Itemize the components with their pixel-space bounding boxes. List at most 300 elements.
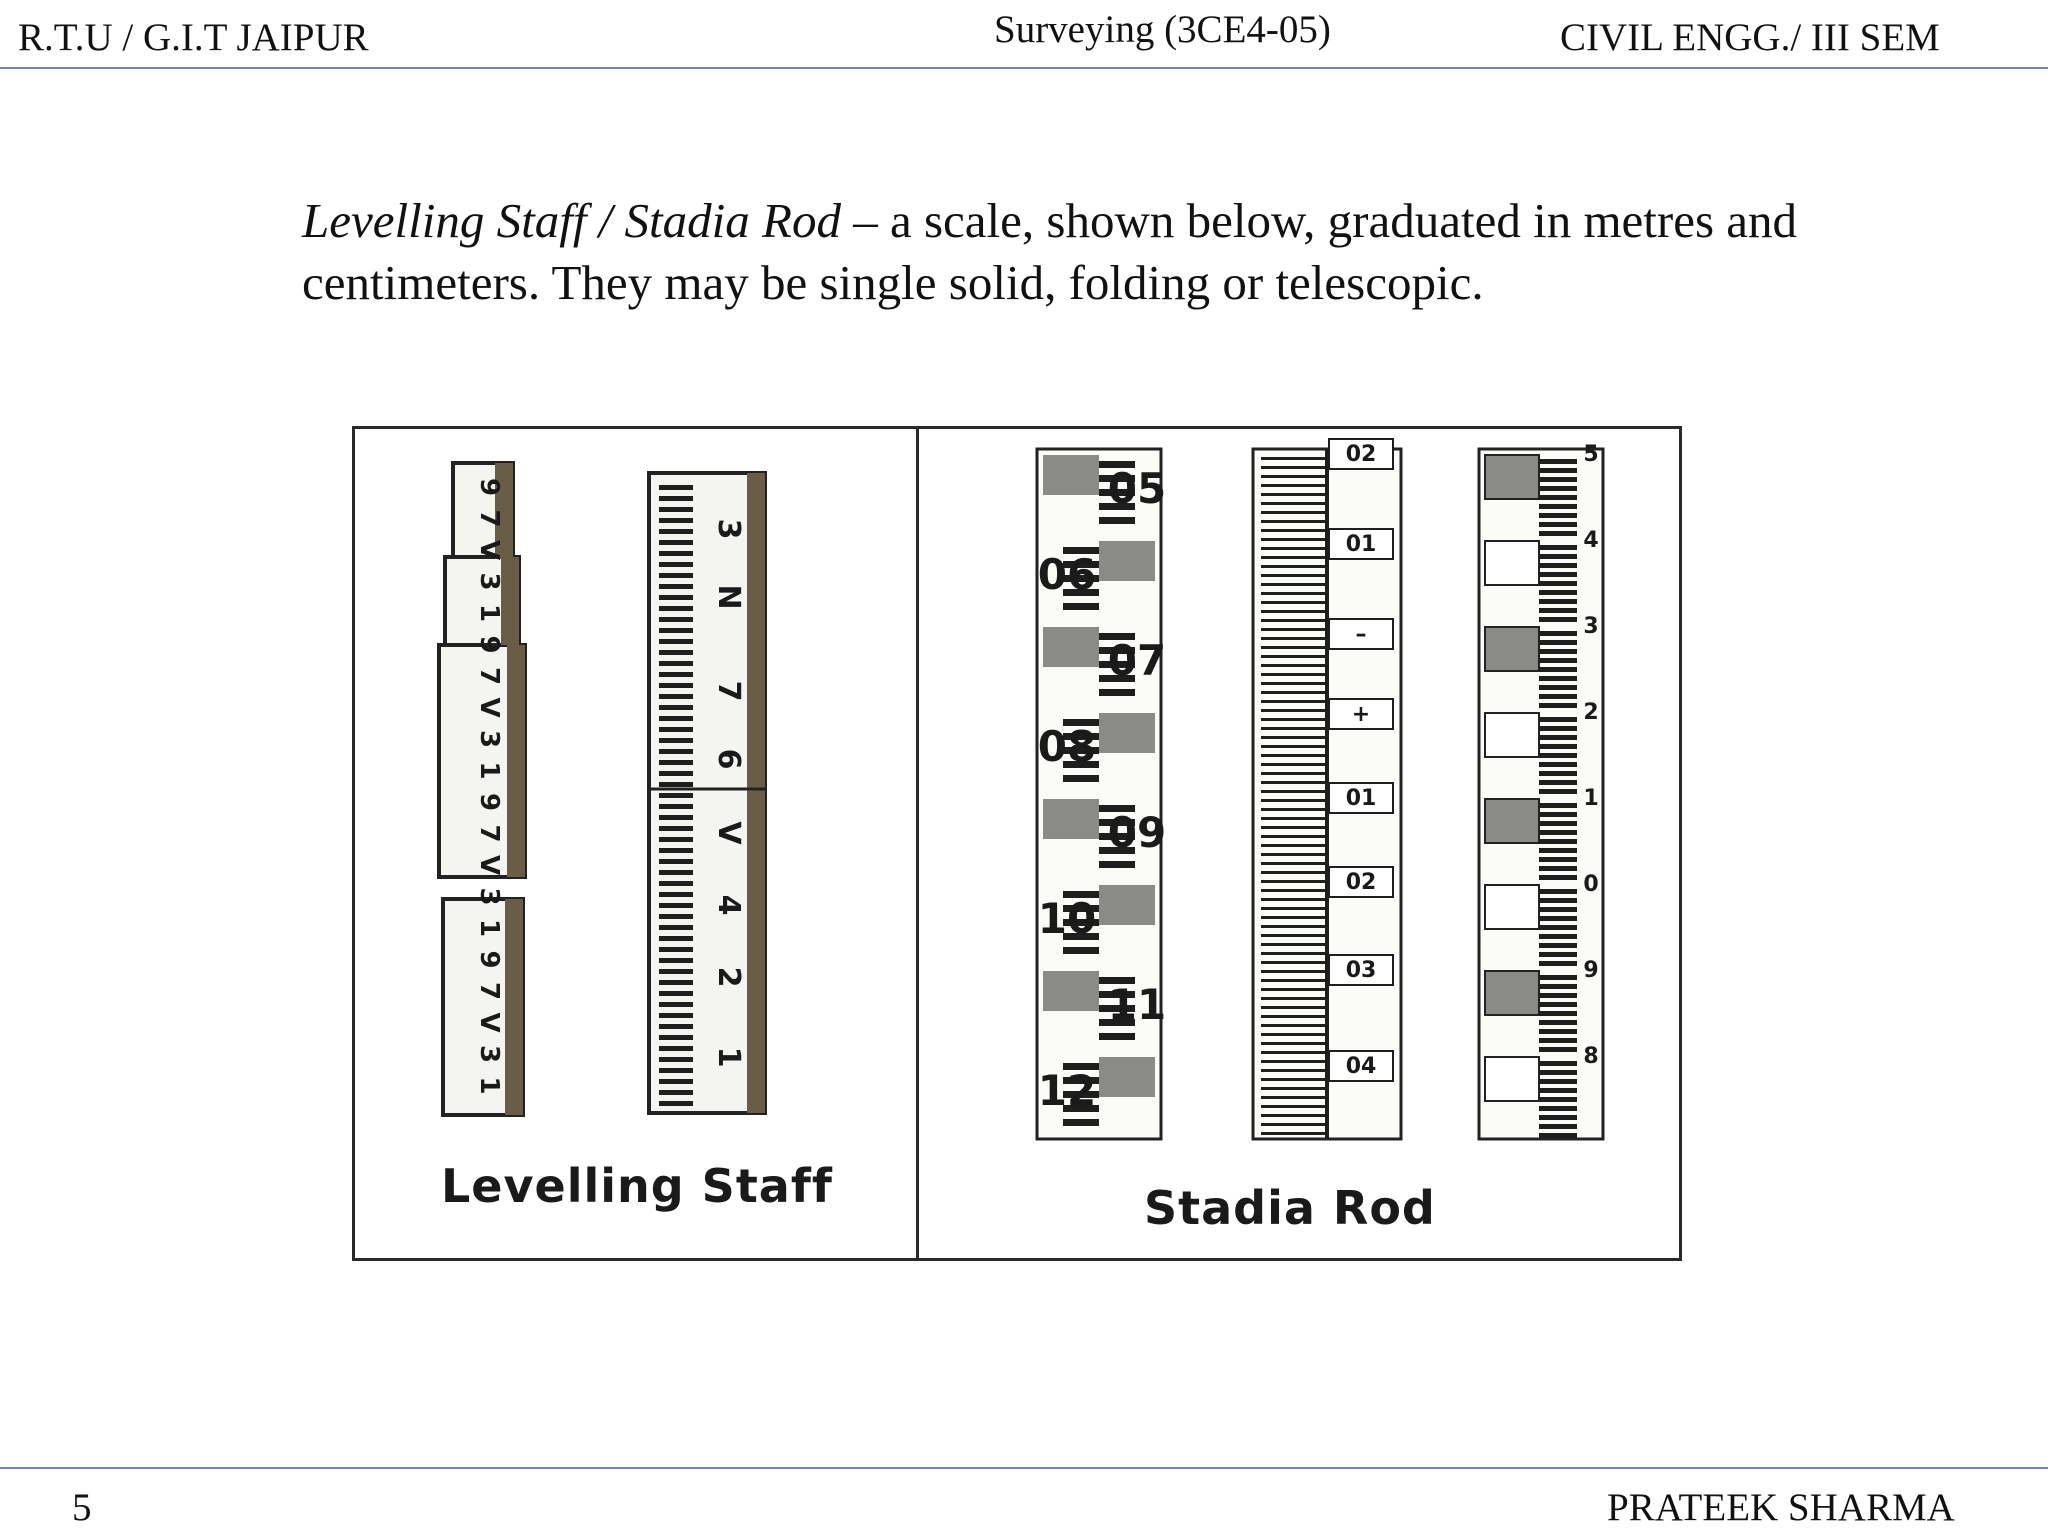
staff2-tick <box>659 1079 693 1084</box>
rod2-line <box>1261 691 1325 694</box>
rod3-bar <box>1539 812 1577 817</box>
rod3-bar <box>1539 1029 1577 1034</box>
staff1-mark: 1 <box>474 603 504 623</box>
staff1-mark: 9 <box>474 477 504 497</box>
rod3-bar <box>1539 898 1577 903</box>
rod1-bar <box>1099 689 1135 696</box>
rod2-line <box>1261 511 1325 514</box>
staff1-mark: 1 <box>474 1076 504 1095</box>
rod3-bar <box>1539 667 1577 672</box>
rod1-bar <box>1099 861 1135 868</box>
rod1-block <box>1043 799 1099 839</box>
staff2-tick <box>659 991 693 996</box>
rod3-bar <box>1539 1115 1577 1120</box>
rod3-bar <box>1539 554 1577 559</box>
rod2-line <box>1261 799 1325 802</box>
staff2-mark: N <box>711 584 746 610</box>
staff2-tick <box>659 727 693 732</box>
rod2-line <box>1261 916 1325 919</box>
staff2-tick <box>659 1024 693 1029</box>
rod3-block <box>1485 1057 1539 1101</box>
staff1-mark: 3 <box>474 572 504 591</box>
staff2-tick <box>659 540 693 545</box>
staff2-tick <box>659 1002 693 1007</box>
rod2-line <box>1261 646 1325 649</box>
rod2-label: + <box>1351 702 1371 727</box>
rod2-line <box>1261 1069 1325 1072</box>
rod2-line <box>1261 538 1325 541</box>
rod1-bar <box>1099 1033 1135 1040</box>
rod2-line <box>1261 853 1325 856</box>
rod3-bar <box>1539 830 1577 835</box>
rod1-block <box>1043 971 1099 1011</box>
staff1-mark: V <box>474 1012 504 1033</box>
rod3-bar <box>1539 1011 1577 1016</box>
rod2-label: 04 <box>1345 1054 1377 1079</box>
staff2-tick <box>659 848 693 853</box>
rod1-label: 12 <box>1037 1066 1097 1115</box>
staff2-tick <box>659 595 693 600</box>
rod3-bar <box>1539 685 1577 690</box>
staff2-tick <box>659 947 693 952</box>
staff2-tick <box>659 639 693 644</box>
rod3-label: 1 <box>1583 786 1599 811</box>
rod2-line <box>1261 925 1325 928</box>
page-number: 5 <box>72 1486 92 1529</box>
rod3-label: 4 <box>1583 528 1599 553</box>
rod3-label: 9 <box>1583 958 1599 983</box>
rod3-bar <box>1539 1002 1577 1007</box>
staff1-mark: 3 <box>474 1044 504 1064</box>
header-institution: R.T.U / G.I.T JAIPUR <box>18 16 369 59</box>
rod3-bar <box>1539 1088 1577 1093</box>
rod2-line <box>1261 1051 1325 1054</box>
rod3-block <box>1485 541 1539 585</box>
rod3-bar <box>1539 495 1577 500</box>
rod3-bar <box>1539 875 1577 880</box>
staff2-tick <box>659 936 693 941</box>
rod3-bar <box>1539 513 1577 518</box>
staff1-mark: 3 <box>474 887 504 906</box>
rod3-block <box>1485 885 1539 929</box>
staff2-tick <box>659 485 693 490</box>
rod3-bar <box>1539 762 1577 767</box>
rod3-bar <box>1539 925 1577 930</box>
rod2-line <box>1261 601 1325 604</box>
rod2-line <box>1261 736 1325 739</box>
rod2-line <box>1261 529 1325 532</box>
rod2-line <box>1261 790 1325 793</box>
rod2-line <box>1261 988 1325 991</box>
stadia-rod-fine <box>1253 439 1401 1139</box>
rod3-bar <box>1539 975 1577 980</box>
staff2-tick <box>659 859 693 864</box>
rod2-line <box>1261 889 1325 892</box>
staff2-tick <box>659 584 693 589</box>
rod1-label: 08 <box>1037 722 1097 771</box>
rod1-label: 07 <box>1107 636 1167 685</box>
rod1-bar <box>1063 947 1099 954</box>
rod3-label: 5 <box>1583 442 1599 467</box>
rod2-line <box>1261 1096 1325 1099</box>
rod2-line <box>1261 898 1325 901</box>
staff1-mark: 7 <box>474 981 504 1001</box>
rod3-bar <box>1539 726 1577 731</box>
rod3-bar <box>1539 631 1577 636</box>
staff2-tick <box>659 881 693 886</box>
body-paragraph <box>302 190 1922 314</box>
staff2-tick <box>659 672 693 677</box>
rod3-bar <box>1539 789 1577 794</box>
caption-stadia-rod: Stadia Rod <box>1144 1181 1436 1235</box>
rod3-bar <box>1539 1020 1577 1025</box>
rod2-line <box>1261 808 1325 811</box>
stadia-rod-metric <box>1037 449 1166 1139</box>
rod1-label: 05 <box>1107 464 1167 513</box>
rod2-line <box>1261 871 1325 874</box>
staff2-tick <box>659 980 693 985</box>
rod2-line <box>1261 700 1325 703</box>
staff1-mark: 1 <box>474 761 504 780</box>
staff2-tick <box>659 705 693 710</box>
rod1-label: 11 <box>1107 980 1167 1029</box>
rod2-line <box>1261 1033 1325 1036</box>
rod3-bar <box>1539 563 1577 568</box>
staff1-mark: 9 <box>474 950 504 969</box>
staff2-tick <box>659 650 693 655</box>
rod3-bar <box>1539 590 1577 595</box>
rod2-line <box>1261 637 1325 640</box>
rod1-label: 06 <box>1037 550 1097 599</box>
staff-illustration <box>355 429 1679 1258</box>
staff2-tick <box>659 507 693 512</box>
footer-author: PRATEEK SHARMA <box>1607 1486 1955 1529</box>
staff2-tick <box>659 958 693 963</box>
staff-figure <box>352 426 1682 1261</box>
caption-levelling-staff: Levelling Staff <box>441 1159 833 1213</box>
rod2-line <box>1261 610 1325 613</box>
rod3-bar <box>1539 459 1577 464</box>
rod3-bar <box>1539 640 1577 645</box>
rod3-bar <box>1539 839 1577 844</box>
rod3-bar <box>1539 1133 1577 1138</box>
staff2-tick <box>659 1057 693 1062</box>
rod3-bar <box>1539 889 1577 894</box>
rod1-block <box>1099 713 1155 753</box>
staff2-mark: 7 <box>711 680 746 702</box>
header-course: CIVIL ENGG./ III SEM <box>1560 16 1940 59</box>
rod1-block <box>1043 627 1099 667</box>
staff2-mark: 1 <box>711 1046 746 1068</box>
rod3-bar <box>1539 694 1577 699</box>
rod2-line <box>1261 565 1325 568</box>
staff1-mark: 7 <box>474 509 504 528</box>
rod2-line <box>1261 1024 1325 1027</box>
staff2-tick <box>659 606 693 611</box>
rod2-line <box>1261 1114 1325 1117</box>
rod3-bar <box>1539 803 1577 808</box>
staff2-tick <box>659 562 693 567</box>
rod2-line <box>1261 943 1325 946</box>
staff1-mark: V <box>474 539 504 561</box>
stadia-rod-decimal <box>1479 442 1603 1139</box>
term-heading: Levelling Staff / Stadia Rod <box>302 193 841 248</box>
rod2-line <box>1261 817 1325 820</box>
rod3-block <box>1485 799 1539 843</box>
rod2-line <box>1261 718 1325 721</box>
staff2-mark: V <box>711 821 746 845</box>
rod3-bar <box>1539 608 1577 613</box>
rod2-line <box>1261 970 1325 973</box>
rod2-line <box>1261 826 1325 829</box>
rod3-bar <box>1539 753 1577 758</box>
staff2-tick <box>659 529 693 534</box>
staff2-tick <box>659 925 693 930</box>
header-subject: Surveying (3CE4-05) <box>994 8 1331 51</box>
rod3-label: 3 <box>1583 614 1599 639</box>
rod3-bar <box>1539 477 1577 482</box>
rod3-bar <box>1539 1124 1577 1129</box>
rod3-bar <box>1539 934 1577 939</box>
rod2-label: 02 <box>1345 870 1377 895</box>
staff2-tick <box>659 969 693 974</box>
rod3-label: 0 <box>1583 872 1599 897</box>
rod2-line <box>1261 727 1325 730</box>
rod3-bar <box>1539 1047 1577 1052</box>
rod3-bar <box>1539 717 1577 722</box>
rod3-bar <box>1539 658 1577 663</box>
rod2-line <box>1261 1060 1325 1063</box>
rod2-line <box>1261 1087 1325 1090</box>
staff2-tick <box>659 1090 693 1095</box>
staff2-mark: 3 <box>711 518 746 540</box>
rod3-block <box>1485 971 1539 1015</box>
body-line1: – a scale, shown below, graduated in metres and <box>840 193 1798 248</box>
header-rule <box>0 67 2048 69</box>
rod3-block <box>1485 713 1539 757</box>
rod3-bar <box>1539 907 1577 912</box>
rod2-line <box>1261 862 1325 865</box>
staff2-mark: 2 <box>711 966 746 988</box>
rod2-line <box>1261 1132 1325 1135</box>
rod2-line <box>1261 673 1325 676</box>
rod2-line <box>1261 493 1325 496</box>
staff1-mark: 1 <box>474 918 504 938</box>
staff2-tick <box>659 551 693 556</box>
staff2-tick <box>659 573 693 578</box>
staff1-mark: 9 <box>474 635 504 654</box>
rod3-bar <box>1539 916 1577 921</box>
rod2-line <box>1261 907 1325 910</box>
rod1-bar <box>1063 603 1099 610</box>
staff2-tick <box>659 760 693 765</box>
rod1-block <box>1043 455 1099 495</box>
staff2-mark: 4 <box>711 894 746 916</box>
folding-staff <box>649 473 765 1113</box>
rod2-line <box>1261 457 1325 460</box>
rod2-line <box>1261 1123 1325 1126</box>
staff2-tick <box>659 870 693 875</box>
rod3-block <box>1485 455 1539 499</box>
staff2-tick <box>659 903 693 908</box>
rod3-bar <box>1539 1097 1577 1102</box>
rod1-bar <box>1099 517 1135 524</box>
staff2-tick <box>659 826 693 831</box>
rod3-bar <box>1539 961 1577 966</box>
rod3-bar <box>1539 676 1577 681</box>
rod2-label: 01 <box>1345 532 1377 557</box>
rod2-line <box>1261 484 1325 487</box>
rod3-bar <box>1539 866 1577 871</box>
rod2-label: 03 <box>1345 958 1377 983</box>
rod2-line <box>1261 997 1325 1000</box>
staff2-tick <box>659 749 693 754</box>
rod2-line <box>1261 592 1325 595</box>
rod1-block <box>1099 885 1155 925</box>
rod2-label: 02 <box>1345 442 1377 467</box>
rod2-line <box>1261 583 1325 586</box>
rod3-label: 8 <box>1583 1044 1599 1069</box>
staff1-mark: 3 <box>474 729 504 749</box>
rod2-line <box>1261 664 1325 667</box>
rod2-line <box>1261 781 1325 784</box>
rod3-bar <box>1539 744 1577 749</box>
rod2-line <box>1261 745 1325 748</box>
staff2-tick <box>659 694 693 699</box>
rod3-bar <box>1539 581 1577 586</box>
rod2-line <box>1261 502 1325 505</box>
staff2-tick <box>659 837 693 842</box>
rod3-bar <box>1539 703 1577 708</box>
rod2-line <box>1261 547 1325 550</box>
staff2-tick <box>659 716 693 721</box>
rod2-label: 01 <box>1345 786 1377 811</box>
rod3-bar <box>1539 531 1577 536</box>
staff2-tick <box>659 661 693 666</box>
rod3-bar <box>1539 504 1577 509</box>
rod3-bar <box>1539 952 1577 957</box>
rod3-bar <box>1539 468 1577 473</box>
staff2-tick <box>659 892 693 897</box>
rod2-line <box>1261 1078 1325 1081</box>
staff1-mark: V <box>474 854 504 876</box>
rod2-line <box>1261 556 1325 559</box>
rod2-line <box>1261 844 1325 847</box>
rod2-line <box>1261 709 1325 712</box>
staff1-mark: 9 <box>474 792 504 812</box>
rod2-line <box>1261 835 1325 838</box>
rod3-bar <box>1539 984 1577 989</box>
staff2-tick <box>659 1046 693 1051</box>
rod2-line <box>1261 619 1325 622</box>
staff2-tick <box>659 1013 693 1018</box>
rod3-bar <box>1539 821 1577 826</box>
rod3-bar <box>1539 599 1577 604</box>
rod3-bar <box>1539 545 1577 550</box>
rod3-bar <box>1539 848 1577 853</box>
rod2-line <box>1261 772 1325 775</box>
staff2-tick <box>659 793 693 798</box>
rod3-bar <box>1539 649 1577 654</box>
rod1-block <box>1099 541 1155 581</box>
rod3-bar <box>1539 771 1577 776</box>
rod2-line <box>1261 979 1325 982</box>
rod3-bar <box>1539 522 1577 527</box>
rod2-line <box>1261 961 1325 964</box>
rod3-bar <box>1539 993 1577 998</box>
staff1-mark: 7 <box>474 824 504 843</box>
rod2-line <box>1261 1015 1325 1018</box>
telescopic-staff <box>439 463 525 1115</box>
staff2-tick <box>659 914 693 919</box>
rod3-bar <box>1539 943 1577 948</box>
rod2-label: – <box>1355 622 1367 647</box>
rod2-line <box>1261 1006 1325 1009</box>
rod1-block <box>1099 1057 1155 1097</box>
rod2-line <box>1261 655 1325 658</box>
rod1-bar <box>1063 1119 1099 1126</box>
rod2-line <box>1261 880 1325 883</box>
rod2-line <box>1261 763 1325 766</box>
rod2-line <box>1261 628 1325 631</box>
staff2-tick <box>659 1101 693 1106</box>
rod2-line <box>1261 934 1325 937</box>
rod3-bar <box>1539 617 1577 622</box>
staff2-tick <box>659 1035 693 1040</box>
footer-rule <box>0 1467 2048 1469</box>
staff2-tick <box>659 815 693 820</box>
staff2-tick <box>659 771 693 776</box>
staff2-tick <box>659 628 693 633</box>
staff2-tick <box>659 782 693 787</box>
rod3-label: 2 <box>1583 700 1599 725</box>
rod3-block <box>1485 627 1539 671</box>
staff1-mark: 7 <box>474 666 504 686</box>
rod2-line <box>1261 574 1325 577</box>
rod2-line <box>1261 475 1325 478</box>
rod2-line <box>1261 1042 1325 1045</box>
rod3-bar <box>1539 1079 1577 1084</box>
rod3-bar <box>1539 1061 1577 1066</box>
rod2-line <box>1261 952 1325 955</box>
rod3-bar <box>1539 486 1577 491</box>
staff2-tick <box>659 683 693 688</box>
staff2-tick <box>659 617 693 622</box>
rod3-bar <box>1539 1038 1577 1043</box>
body-line2: centimeters. They may be single solid, folding or telescopic. <box>302 255 1484 310</box>
rod3-bar <box>1539 857 1577 862</box>
rod3-bar <box>1539 1106 1577 1111</box>
rod1-label: 09 <box>1107 808 1167 857</box>
rod3-bar <box>1539 1070 1577 1075</box>
rod3-bar <box>1539 780 1577 785</box>
rod2-line <box>1261 520 1325 523</box>
staff2-tick <box>659 738 693 743</box>
staff1-mark: V <box>474 697 504 718</box>
rod3-bar <box>1539 572 1577 577</box>
staff2-tick <box>659 1068 693 1073</box>
staff2-mark: 6 <box>711 748 746 770</box>
rod3-bar <box>1539 735 1577 740</box>
staff2-tick <box>659 518 693 523</box>
rod1-bar <box>1063 775 1099 782</box>
rod2-line <box>1261 682 1325 685</box>
staff2-tick <box>659 804 693 809</box>
rod1-label: 10 <box>1037 894 1097 943</box>
rod2-line <box>1261 754 1325 757</box>
staff2-tick <box>659 496 693 501</box>
rod2-line <box>1261 1105 1325 1108</box>
